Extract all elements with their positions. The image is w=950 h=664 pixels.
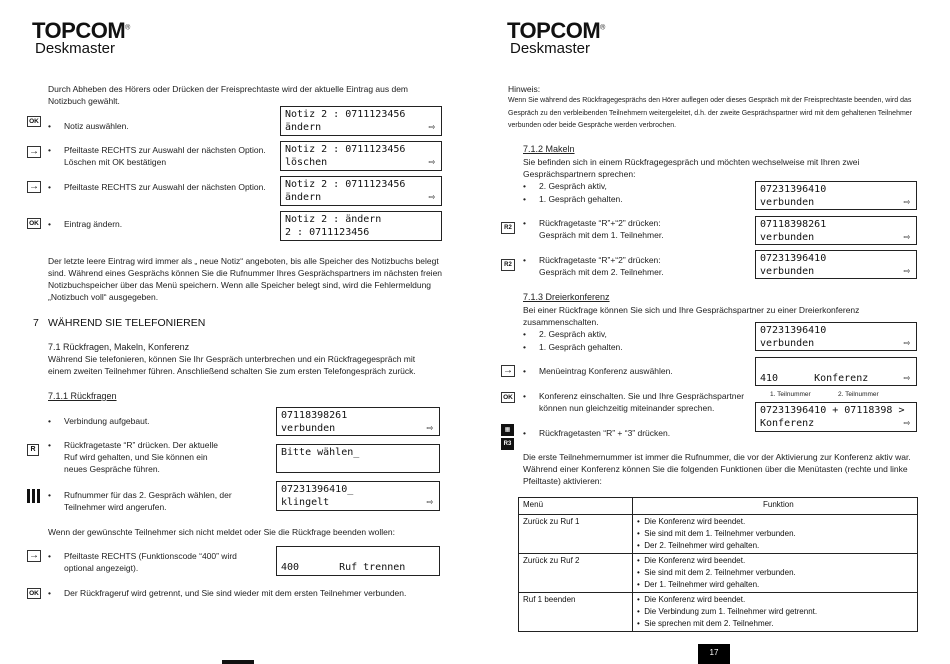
keypad-icon: ▦ — [501, 424, 514, 436]
step-bullet: • — [48, 588, 51, 598]
right-arrow-icon: ⇨ — [903, 230, 910, 243]
right-arrow-icon: ⇨ — [426, 421, 433, 434]
intro-text: Durch Abheben des Hörers oder Drücken der Freisprechtaste wird der aktuelle Eintrag aus dem Notizbuch gewählt. — [48, 84, 409, 106]
right-arrow-icon: ⇨ — [428, 120, 435, 133]
page-number: 17 — [698, 644, 730, 664]
step-bullet: • — [523, 366, 526, 376]
makeln-title: 7.1.2 Makeln — [523, 144, 575, 154]
step-text: Der Rückfrageruf wird getrennt, und Sie sind wieder mit dem ersten Teilnehmer verbunden. — [64, 588, 407, 598]
step-text: Rückfragetasten “R” + “3” drücken. — [539, 428, 671, 438]
list-item: 1. Gespräch gehalten. — [539, 194, 623, 204]
konferenz-title: 7.1.3 Dreierkonferenz — [523, 292, 610, 302]
list-bullet: • — [523, 194, 526, 204]
step-bullet: • — [48, 416, 51, 426]
step-text: Pfeiltaste RECHTS zur Auswahl der nächsten Option. — [64, 182, 266, 192]
topcom-logo-left: TOPCOM® — [32, 18, 130, 43]
lcd-display: 07231396410_ klingelt ⇨ — [276, 481, 440, 511]
participant-label-2: 2. Teilnummer — [838, 391, 879, 398]
subsubsection-title: 7.1.1 Rückfragen — [48, 391, 117, 401]
list-item: 1. Gespräch gehalten. — [539, 342, 623, 352]
konferenz-paragraph: Die erste Teilnehmernummer ist immer die Rufnummer, die vor der Aktivierung zur Konferenz aktiv war. Während einer Konferenz können Sie die folgenden Funktionen über die Menütasten (rechte und linke Pfeiltaste) aktivieren: — [523, 452, 911, 486]
step-bullet: • — [48, 551, 51, 561]
step-text: Menüeintrag Konferenz auswählen. — [539, 366, 673, 376]
keypad-icon — [27, 489, 41, 503]
product-name-left: Deskmaster — [35, 40, 116, 57]
ok-key-icon: OK — [501, 392, 515, 403]
step-bullet: • — [523, 255, 526, 265]
list-item: 2. Gespräch aktiv, — [539, 181, 607, 191]
step-text: Eintrag ändern. — [64, 219, 123, 229]
ok-key-icon: OK — [27, 218, 41, 229]
lcd-display: 410 Konferenz ⇨ — [755, 357, 917, 386]
konferenz-text: Bei einer Rückfrage können Sie sich und Ihre Gesprächspartner zu einer Dreierkonferenz zusammenschalten. — [523, 305, 860, 327]
table-header-menu: Menü — [519, 498, 633, 515]
if-not-text: Wenn der gewünschte Teilnehmer sich nicht meldet oder Sie die Rückfrage beenden wollen: — [48, 527, 395, 537]
right-arrow-icon: ⇨ — [903, 264, 910, 277]
right-arrow-key-icon: → — [503, 365, 513, 376]
ok-key-icon: OK — [27, 588, 41, 599]
right-arrow-icon: ⇨ — [903, 336, 910, 349]
step-text: Notiz auswählen. — [64, 121, 129, 131]
product-name-right: Deskmaster — [510, 40, 591, 57]
function-table — [518, 497, 918, 632]
list-bullet: • — [523, 329, 526, 339]
step-text: Pfeiltaste RECHTS zur Auswahl der nächsten Option. Löschen mit OK bestätigen — [64, 145, 266, 167]
step-text: Rückfragetaste “R”+“2” drücken: Gespräch mit dem 1. Teilnehmer. — [539, 218, 664, 240]
lcd-display: Notiz 2 : 0711123456 löschen ⇨ — [280, 141, 442, 171]
step-bullet: • — [48, 490, 51, 500]
step-bullet: • — [523, 391, 526, 401]
section-title: WÄHREND SIE TELEFONIEREN — [48, 317, 206, 329]
step-text: Rückfragetaste “R”+“2” drücken: Gespräch mit dem 2. Teilnehmer. — [539, 255, 664, 277]
table-row: Zurück zu Ruf 2 • Die Konferenz wird beendet. • Sie sind mit dem 2. Teilnehmer verbunden. • Der 1. Teilnehmer wird gehalten. — [519, 554, 918, 593]
step-bullet: • — [48, 219, 51, 229]
r3-key-icon: R3 — [501, 438, 514, 450]
lcd-display: 07118398261 verbunden ⇨ — [755, 216, 917, 245]
lcd-display: 400 Ruf trennen — [276, 546, 440, 576]
lcd-display: 07231396410 + 07118398 > Konferenz ⇨ — [755, 402, 917, 432]
r2-key-icon: R2 — [501, 259, 515, 271]
right-arrow-key-icon: → — [29, 146, 39, 157]
subsection-text: Während Sie telefonieren, können Sie Ihr Gespräch unterbrechen und ein Rückfragegespräch mit einem zweiten Teilnehmer führen. Anschließend schalten Sie zum ersten Telefongespräch zurück. — [48, 354, 416, 376]
left-page-marker — [222, 660, 254, 664]
right-arrow-icon: ⇨ — [903, 195, 910, 208]
right-arrow-key-icon: → — [29, 550, 39, 561]
list-bullet: • — [523, 181, 526, 191]
lcd-display: Notiz 2 : 0711123456 ändern ⇨ — [280, 176, 442, 206]
right-arrow-icon: ⇨ — [428, 190, 435, 203]
lcd-display: Notiz 2 : 0711123456 ändern ⇨ — [280, 106, 442, 136]
participant-label-1: 1. Teilnummer — [770, 391, 811, 398]
subsection-title: 7.1 Rückfragen, Makeln, Konferenz — [48, 342, 190, 352]
step-text: Konferenz einschalten. Sie und Ihre Gesprächspartner können nun gleichzeitig miteinander sprechen. — [539, 391, 745, 413]
topcom-logo-right: TOPCOM® — [507, 18, 605, 43]
step-text: Verbindung aufgebaut. — [64, 416, 150, 426]
list-item: 2. Gespräch aktiv, — [539, 329, 607, 339]
section-number: 7 — [33, 317, 39, 329]
table-header-function: Funktion — [633, 498, 918, 515]
right-arrow-icon: ⇨ — [903, 416, 910, 429]
hint-label: Hinweis: — [508, 84, 541, 94]
step-text: Rückfragetaste “R” drücken. Der aktuelle Ruf wird gehalten, und Sie können ein neues Gespräche führen. — [64, 440, 219, 474]
right-arrow-icon: ⇨ — [903, 371, 910, 384]
lcd-display: 07231396410 verbunden ⇨ — [755, 322, 917, 351]
table-row: Zurück zu Ruf 1 • Die Konferenz wird beendet. • Sie sind mit dem 1. Teilnehmer verbunden. • Der 2. Teilnehmer wird gehalten. — [519, 515, 918, 554]
step-bullet: • — [48, 121, 51, 131]
step-text: Rufnummer für das 2. Gespräch wählen, der Teilnehmer wird angerufen. — [64, 490, 232, 512]
list-bullet: • — [523, 342, 526, 352]
makeln-text: Sie befinden sich in einem Rückfragegespräch und möchten wechselweise mit Ihren zwei Gesprächspartnern sprechen: — [523, 157, 860, 179]
hint-text: Wenn Sie während des Rückfragegesprächs den Hörer auflegen oder dieses Gespräch mit der Freisprechtaste beenden, wird das Gespräch zu den verbleibenden Teilnehmern weitergeleitet, d.h. der zweite Gesprächspartner wird mit dem gehaltenen Teilnehmer verbunden oder beide Gespräche werden verbrochen. — [508, 97, 913, 129]
step-bullet: • — [523, 428, 526, 438]
lcd-display: Bitte wählen_ — [276, 444, 440, 473]
r2-key-icon: R2 — [501, 222, 515, 234]
right-arrow-icon: ⇨ — [428, 155, 435, 168]
step-bullet: • — [48, 182, 51, 192]
step-text: Pfeiltaste RECHTS (Funktionscode “400” wird optional angezeigt). — [64, 551, 237, 573]
table-row: Ruf 1 beenden • Die Konferenz wird beendet. • Die Verbindung zum 1. Teilnehmer wird getrennt. • Sie sprechen mit dem 2. Teilnehmer. — [519, 593, 918, 632]
notebook-paragraph: Der letzte leere Eintrag wird immer als „ neue Notiz“ angeboten, bis alle Speicher des Notizbuchs belegt sind. Während eines Gesprächs können Sie die Rufnummer Ihres Gesprächspartners im nächsten freien Notizbuchspeicher über das Menü speichern. Wenn alle Speicher belegt sind, wird die Fehlermeldung „Notizbuch voll“ ausgegeben. — [48, 256, 443, 302]
lcd-display: 07118398261 verbunden ⇨ — [276, 407, 440, 436]
right-arrow-key-icon: → — [29, 181, 39, 192]
step-bullet: • — [48, 440, 51, 450]
lcd-display: 07231396410 verbunden ⇨ — [755, 250, 917, 279]
step-bullet: • — [523, 218, 526, 228]
right-arrow-icon: ⇨ — [426, 495, 433, 508]
r-key-icon: R — [27, 444, 39, 456]
ok-key-icon: OK — [27, 116, 41, 127]
step-bullet: • — [48, 145, 51, 155]
lcd-display: Notiz 2 : ändern 2 : 0711123456 — [280, 211, 442, 241]
lcd-display: 07231396410 verbunden ⇨ — [755, 181, 917, 210]
